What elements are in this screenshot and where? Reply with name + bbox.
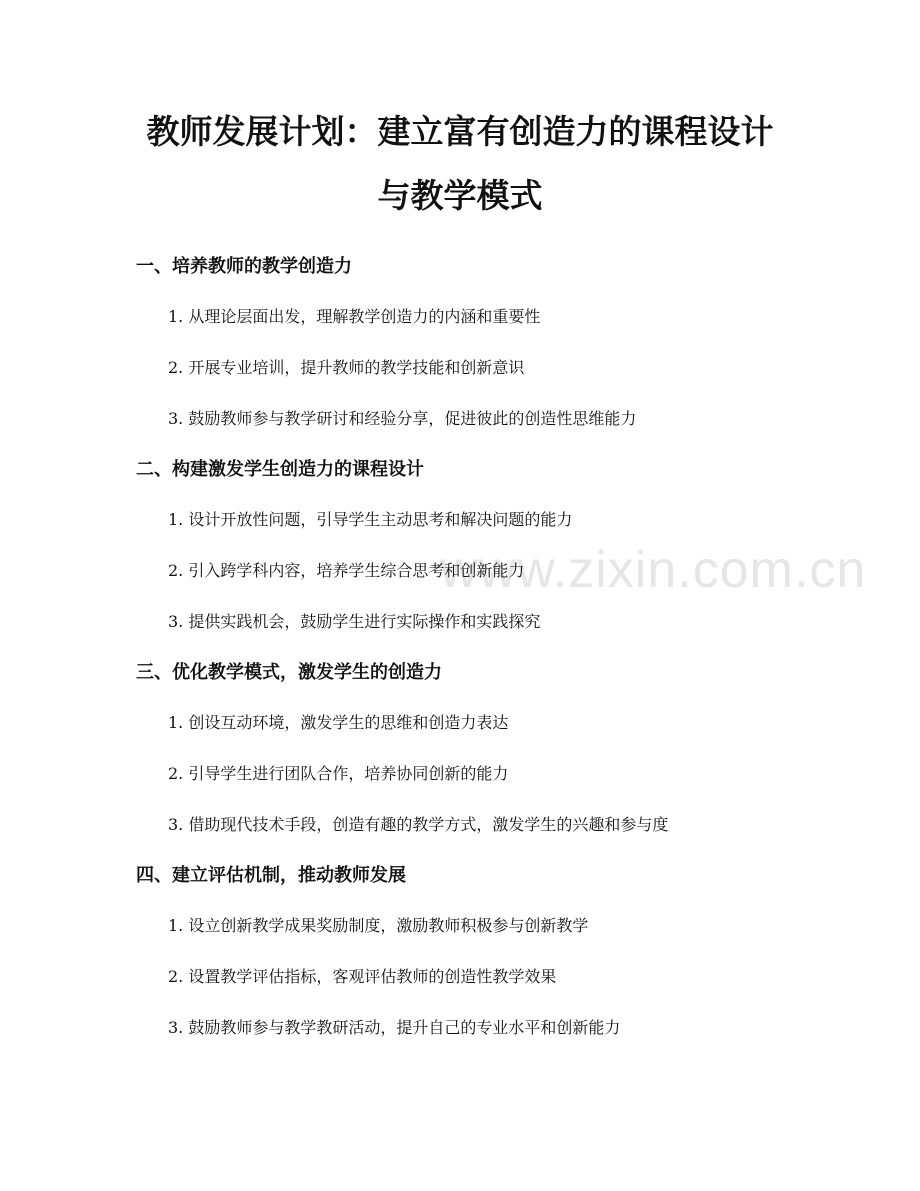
list-item: 2. 设置教学评估指标，客观评估教师的创造性教学效果 (168, 967, 557, 986)
list-item: 1. 创设互动环境，激发学生的思维和创造力表达 (168, 713, 509, 732)
section-heading: 三、优化教学模式，激发学生的创造力 (136, 662, 442, 683)
list-item: 3. 提供实践机会，鼓励学生进行实际操作和实践探究 (168, 612, 541, 631)
section-heading: 二、构建激发学生创造力的课程设计 (136, 459, 424, 480)
list-item: 1. 设立创新教学成果奖励制度，激励教师积极参与创新教学 (168, 916, 589, 935)
title-line-2: 与教学模式 (377, 176, 543, 215)
document-title (0, 100, 920, 228)
watermark: www.zixin.com.cn (440, 541, 867, 599)
list-item: 3. 借助现代技术手段，创造有趣的教学方式，激发学生的兴趣和参与度 (168, 815, 669, 834)
list-item: 3. 鼓励教师参与教学教研活动，提升自己的专业水平和创新能力 (168, 1018, 621, 1037)
section-heading: 四、建立评估机制，推动教师发展 (136, 865, 406, 886)
list-item: 2. 引导学生进行团队合作，培养协同创新的能力 (168, 764, 509, 783)
section-heading: 一、培养教师的教学创造力 (136, 256, 352, 277)
list-item: 1. 从理论层面出发，理解教学创造力的内涵和重要性 (168, 307, 541, 326)
list-item: 2. 引入跨学科内容，培养学生综合思考和创新能力 (168, 561, 525, 580)
title-line-1: 教师发展计划：建立富有创造力的课程设计 (146, 112, 774, 151)
list-item: 1. 设计开放性问题，引导学生主动思考和解决问题的能力 (168, 510, 573, 529)
list-item: 2. 开展专业培训，提升教师的教学技能和创新意识 (168, 358, 525, 377)
list-item: 3. 鼓励教师参与教学研讨和经验分享，促进彼此的创造性思维能力 (168, 409, 637, 428)
